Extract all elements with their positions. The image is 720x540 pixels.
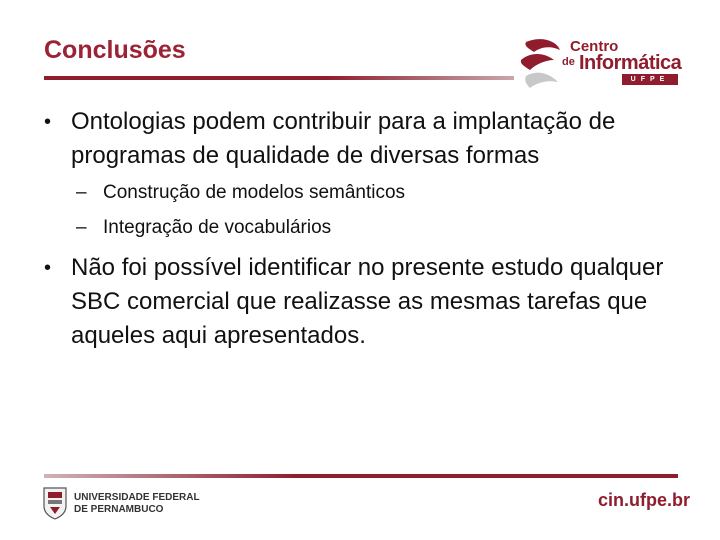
bullet-text: Não foi possível identificar no presente estudo qualquer SBC comercial que realizasse as mesmas tarefas que aqueles aqui apresentados. xyxy=(71,254,664,349)
sub-bullet-text: Construção de modelos semânticos xyxy=(103,182,406,203)
bullet-text: Ontologias podem contribuir para a implantação de programas de qualidade de diversas formas xyxy=(71,108,616,169)
logo-text-de: de xyxy=(562,56,575,68)
bullet-marker: • xyxy=(44,257,52,279)
bullet-item xyxy=(44,105,684,173)
bullet-marker: • xyxy=(44,111,52,133)
sub-bullet-marker: – xyxy=(76,182,87,203)
bullet-item xyxy=(44,251,684,353)
footer-divider xyxy=(44,474,678,478)
logo-badge-ufpe: UFPE xyxy=(622,74,678,85)
logo-text-informatica: Informática xyxy=(579,52,682,74)
site-url: cin.ufpe.br xyxy=(598,490,691,510)
slide-title: Conclusões xyxy=(44,36,186,64)
university-name-line1: UNIVERSIDADE FEDERAL xyxy=(74,492,200,503)
sub-bullet-item xyxy=(44,181,684,205)
centro-informatica-logo xyxy=(518,34,688,92)
logo-swirl-icon xyxy=(518,36,566,90)
slide-content xyxy=(44,105,684,361)
sub-bullet-item xyxy=(44,216,684,240)
logo-text-centro: Centro xyxy=(570,38,619,55)
sub-bullet-marker: – xyxy=(76,217,87,238)
university-name xyxy=(74,492,200,516)
ufpe-crest-icon xyxy=(42,486,68,520)
title-divider xyxy=(44,76,514,80)
university-name-line2: DE PERNAMBUCO xyxy=(74,504,164,515)
sub-bullet-text: Integração de vocabulários xyxy=(103,217,332,238)
